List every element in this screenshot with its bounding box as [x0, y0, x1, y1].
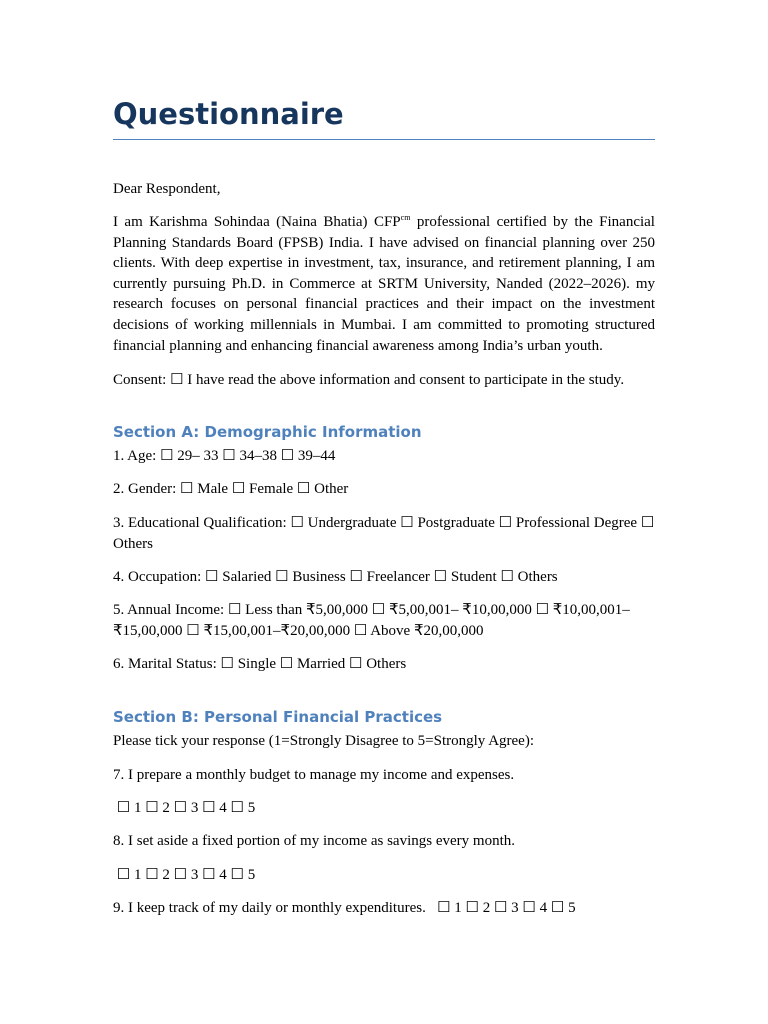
intro-text-part2: professional certified by the Financial Planning Standards Board (FPSB) India. I have advised on financial planning over 250 clients. With deep expertise in investment, tax, insurance, and retirement planning, I am currently pursuing Ph.D. in Commerce at SRTM University, Nanded (2022–2026). my research focuses on personal financial practices and their impact on the investment decisions of working millennials in Mumbai. I am committed to promoting structured financial planning and enhancing financial awareness among India’s urban youth. — [113, 214, 655, 354]
greeting: Dear Respondent, — [113, 181, 221, 197]
section-b-heading: Section B: Personal Financial Practices — [113, 708, 443, 726]
question-4-occupation: 4. Occupation: ☐ Salaried ☐ Business ☐ Freelancer ☐ Student ☐ Others — [113, 569, 558, 585]
section-b-instruction: Please tick your response (1=Strongly Disagree to 5=Strongly Agree): — [113, 733, 535, 749]
page-title: Questionnaire — [113, 97, 344, 131]
question-8-scale: ☐ 1 ☐ 2 ☐ 3 ☐ 4 ☐ 5 — [113, 867, 256, 883]
question-5-income: 5. Annual Income: ☐ Less than ₹5,00,000 ☐ ₹5,00,001– ₹10,00,000 ☐ ₹10,00,001–₹15,00,000 ☐ ₹15,00,001–₹20,00,000 ☐ Above ₹20,00,000 — [113, 602, 630, 639]
question-2-gender: 2. Gender: ☐ Male ☐ Female ☐ Other — [113, 481, 349, 497]
intro-text-part1: I am Karishma Sohindaa (Naina Bhatia) CFP — [113, 214, 401, 230]
question-3-education: 3. Educational Qualification: ☐ Undergraduate ☐ Postgraduate ☐ Professional Degree ☐ Others — [113, 515, 655, 552]
section-a-heading: Section A: Demographic Information — [113, 423, 422, 441]
question-6-marital-status: 6. Marital Status: ☐ Single ☐ Married ☐ Others — [113, 656, 407, 672]
question-7-budget: 7. I prepare a monthly budget to manage my income and expenses. — [113, 767, 515, 783]
title-divider — [113, 139, 655, 140]
question-9-expenditure: 9. I keep track of my daily or monthly expenditures. ☐ 1 ☐ 2 ☐ 3 ☐ 4 ☐ 5 — [113, 900, 576, 916]
question-1-age: 1. Age: ☐ 29– 33 ☐ 34–38 ☐ 39–44 — [113, 448, 336, 464]
intro-superscript: cm — [400, 213, 411, 222]
question-8-savings: 8. I set aside a fixed portion of my income as savings every month. — [113, 833, 515, 849]
consent-line: Consent: ☐ I have read the above information and consent to participate in the study. — [113, 372, 625, 388]
question-7-scale: ☐ 1 ☐ 2 ☐ 3 ☐ 4 ☐ 5 — [113, 800, 256, 816]
intro-paragraph — [113, 212, 655, 356]
